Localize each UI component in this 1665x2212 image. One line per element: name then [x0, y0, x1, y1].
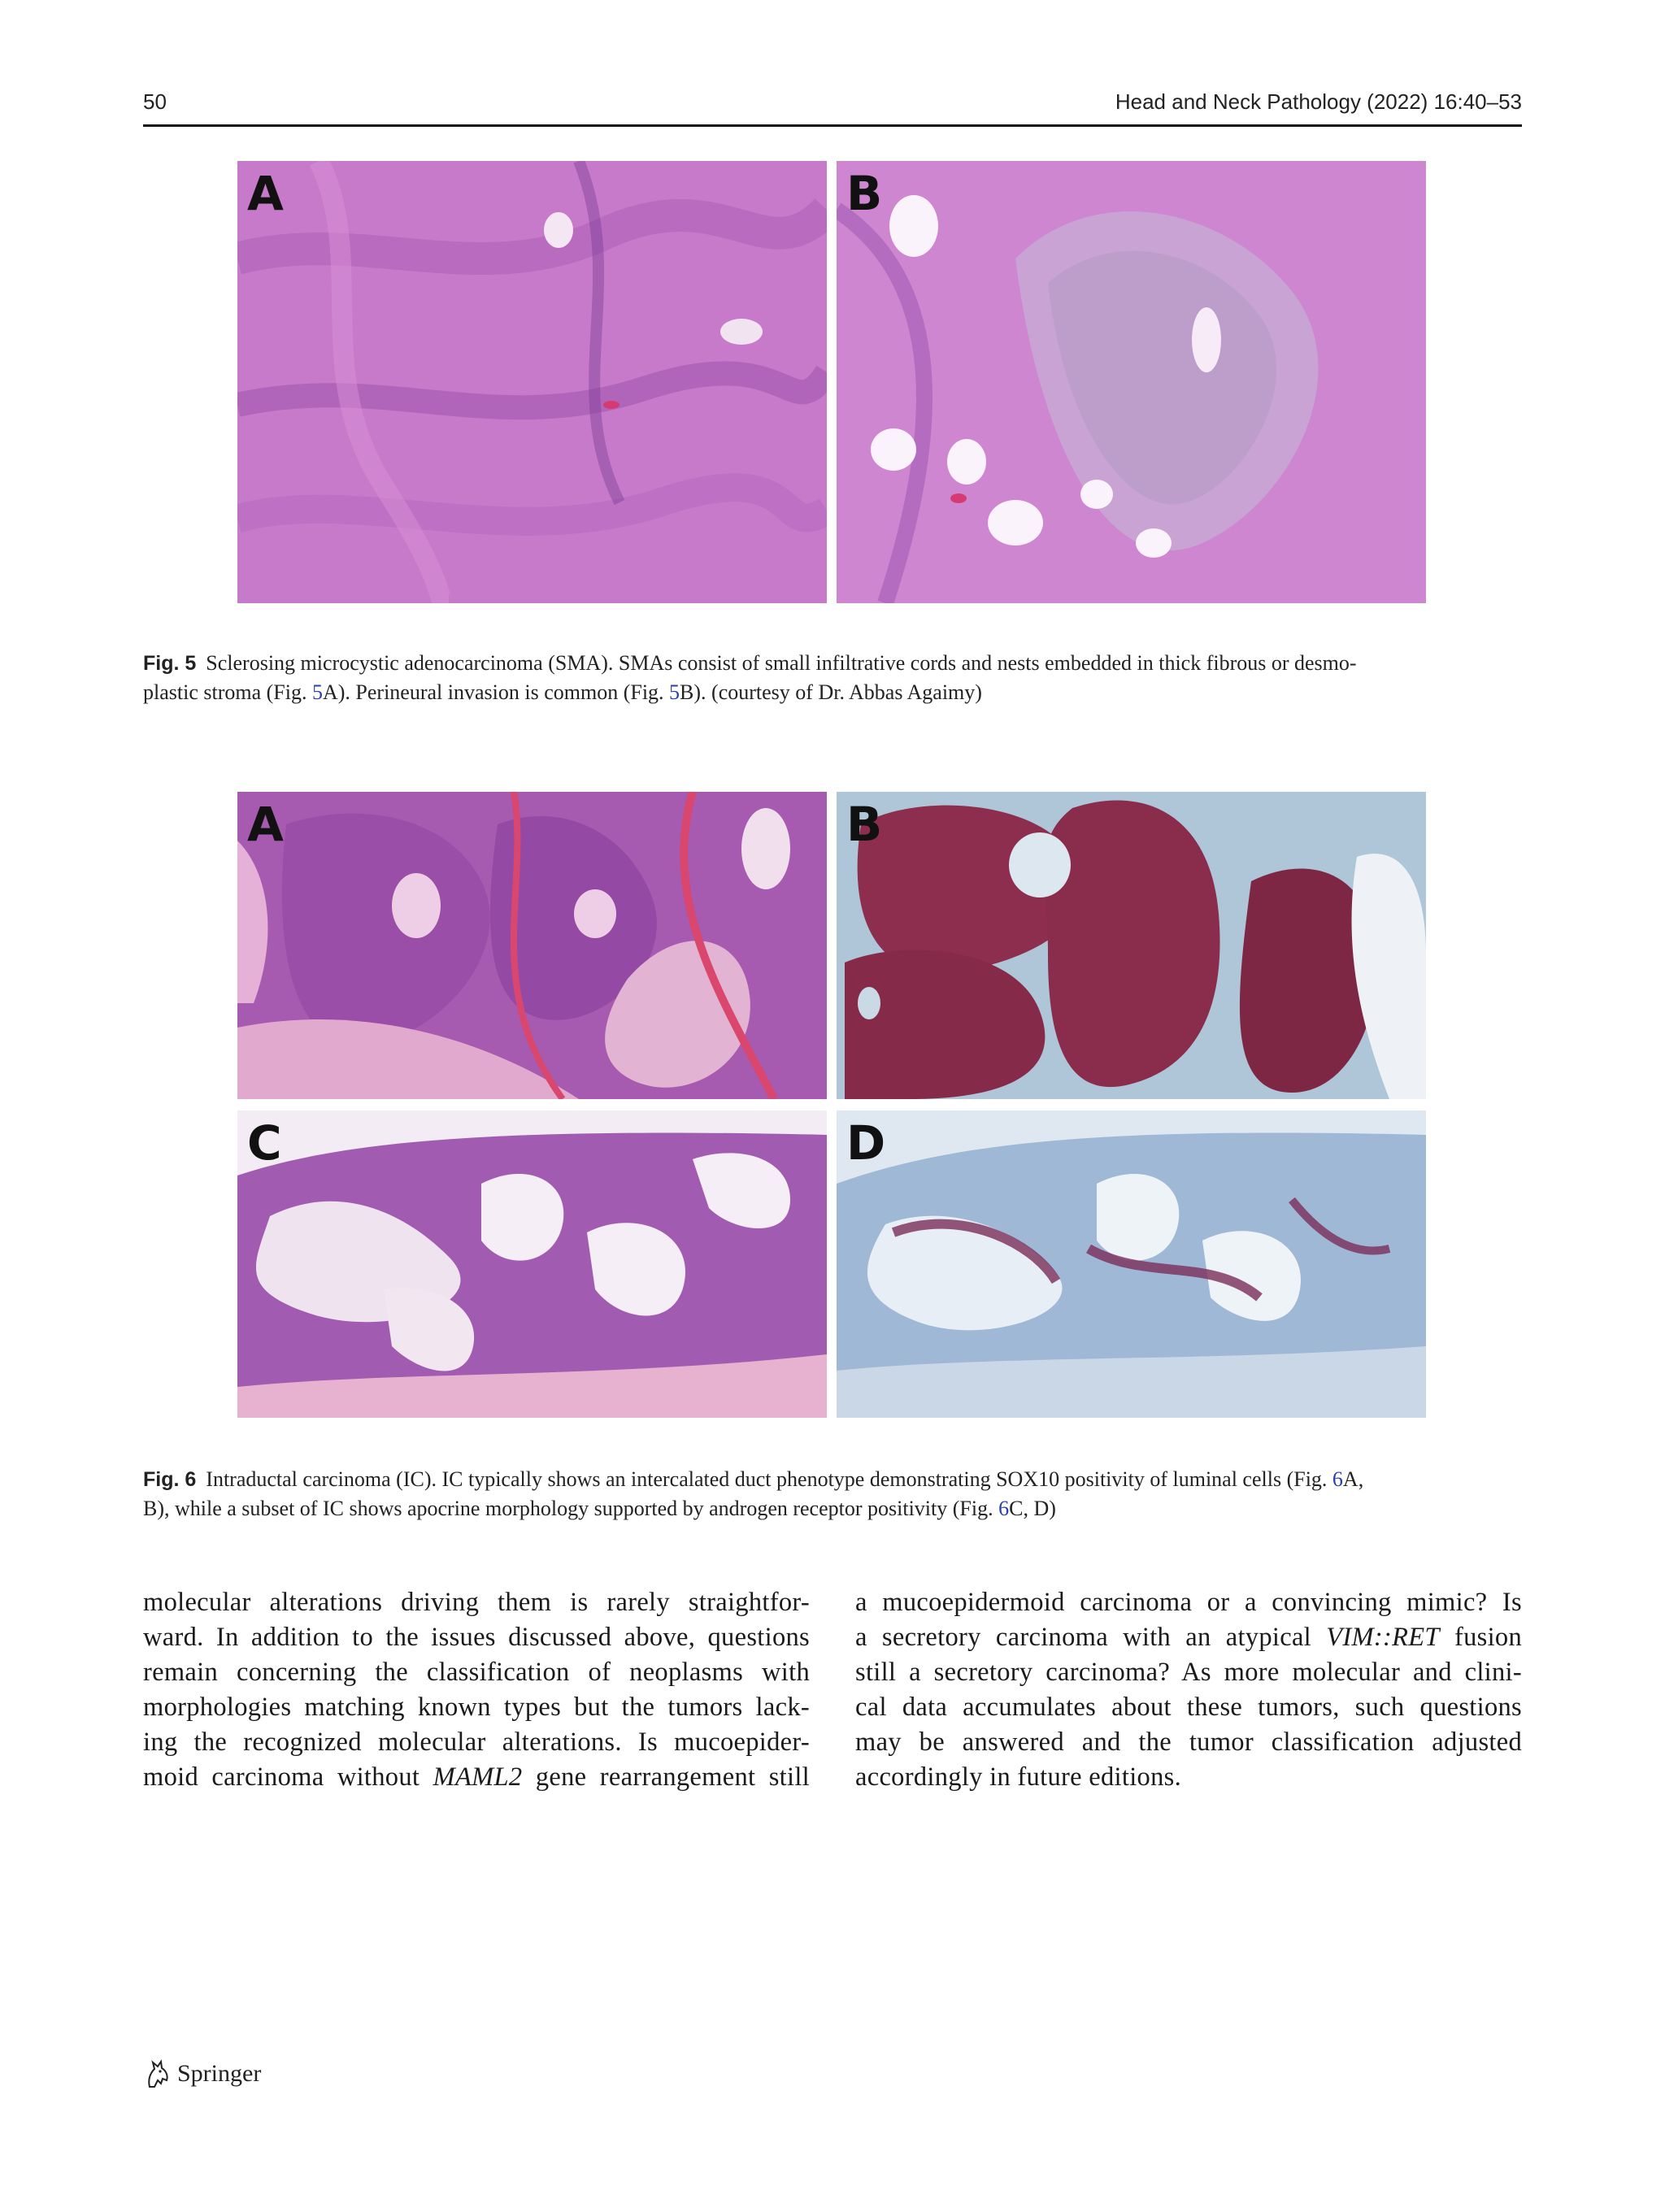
figure-reference-link[interactable]: 6 [1332, 1467, 1343, 1491]
fig5-panel-a [237, 161, 827, 603]
panel-label: A [247, 797, 284, 852]
body-text-line: molecular alterations driving them is rarely straightfor- [143, 1588, 810, 1617]
he-stain-micrograph [237, 792, 827, 1099]
body-text-line: still a secretory carcinoma? As more molecular and clini- [855, 1658, 1522, 1687]
he-stain-micrograph [237, 1110, 827, 1418]
figure-5 [237, 161, 1426, 603]
journal-citation: Head and Neck Pathology (2022) 16:40–53 [1115, 89, 1522, 114]
page-number: 50 [143, 89, 167, 114]
fig5-caption [143, 649, 1522, 707]
figure-reference-link[interactable]: 5 [669, 680, 680, 704]
body-text-line: may be answered and the tumor classification adjusted [855, 1727, 1522, 1757]
fig5-panel-b [837, 161, 1426, 603]
fig6-panel-b [837, 792, 1426, 1099]
body-text-line: morphologies matching known types but the tumors lack- [143, 1693, 810, 1722]
body-column-right [855, 1585, 1522, 1795]
figure-label: Fig. 5 [143, 652, 197, 675]
ihc-sox10-micrograph [837, 792, 1426, 1099]
caption-text: A [322, 680, 338, 704]
caption-text: ). (courtesy of Dr. Abbas Agaimy) [693, 680, 982, 704]
body-text-line: ing the recognized molecular alterations. Is mucoepider- [143, 1727, 810, 1757]
body-text-line: a mucoepidermoid carcinoma or a convincing mimic? Is [855, 1588, 1522, 1617]
panel-label: B [846, 166, 883, 221]
springer-horse-icon [143, 2059, 171, 2088]
publisher-name: Springer [177, 2060, 262, 2087]
fig6-panel-c [237, 1110, 827, 1418]
caption-text: Intraductal carcinoma (IC). IC typically shows an intercalated duct phenotype demonstrating SOX10 positivity of luminal cells (Fig. [206, 1467, 1332, 1491]
panel-label: A [247, 166, 284, 221]
caption-text: ). Perineural invasion is common (Fig. [337, 680, 670, 704]
he-stain-micrograph [837, 161, 1426, 603]
panel-label: C [247, 1115, 282, 1171]
figure-reference-link[interactable]: 5 [311, 680, 323, 704]
caption-text: C, D) [1009, 1497, 1056, 1520]
body-text-line: a secretory carcinoma with an atypical VIM::RET fusion [855, 1623, 1522, 1652]
caption-text: B [680, 680, 694, 704]
header-rule [143, 124, 1522, 127]
body-text-line: ward. In addition to the issues discussed above, questions [143, 1623, 810, 1652]
caption-text: A, [1342, 1467, 1364, 1491]
body-text-line: cal data accumulates about these tumors, such questions [855, 1693, 1522, 1722]
body-text-line: moid carcinoma without MAML2 gene rearrangement still [143, 1762, 810, 1792]
publisher-logo [143, 2059, 261, 2088]
fig6-panel-d [837, 1110, 1426, 1418]
caption-text: plastic stroma (Fig. [143, 680, 312, 704]
figure-6 [237, 792, 1426, 1418]
panel-label: D [846, 1115, 886, 1171]
caption-text: B), while a subset of IC shows apocrine morphology supported by androgen receptor positivity (Fig. [143, 1497, 999, 1520]
body-text-line: remain concerning the classification of neoplasms with [143, 1658, 810, 1687]
body-column-left [143, 1585, 810, 1795]
he-stain-micrograph [237, 161, 827, 603]
figure-label: Fig. 6 [143, 1468, 197, 1491]
caption-text: Sclerosing microcystic adenocarcinoma (SMA). SMAs consist of small infiltrative cords and nests embedded in thick fibrous or desmo- [206, 651, 1357, 675]
panel-label: B [846, 797, 883, 852]
ihc-androgen-receptor-micrograph [837, 1110, 1426, 1418]
body-text-line: accordingly in future editions. [855, 1762, 1181, 1792]
fig6-panel-a [237, 792, 827, 1099]
fig6-caption [143, 1465, 1522, 1523]
figure-reference-link[interactable]: 6 [998, 1497, 1010, 1520]
